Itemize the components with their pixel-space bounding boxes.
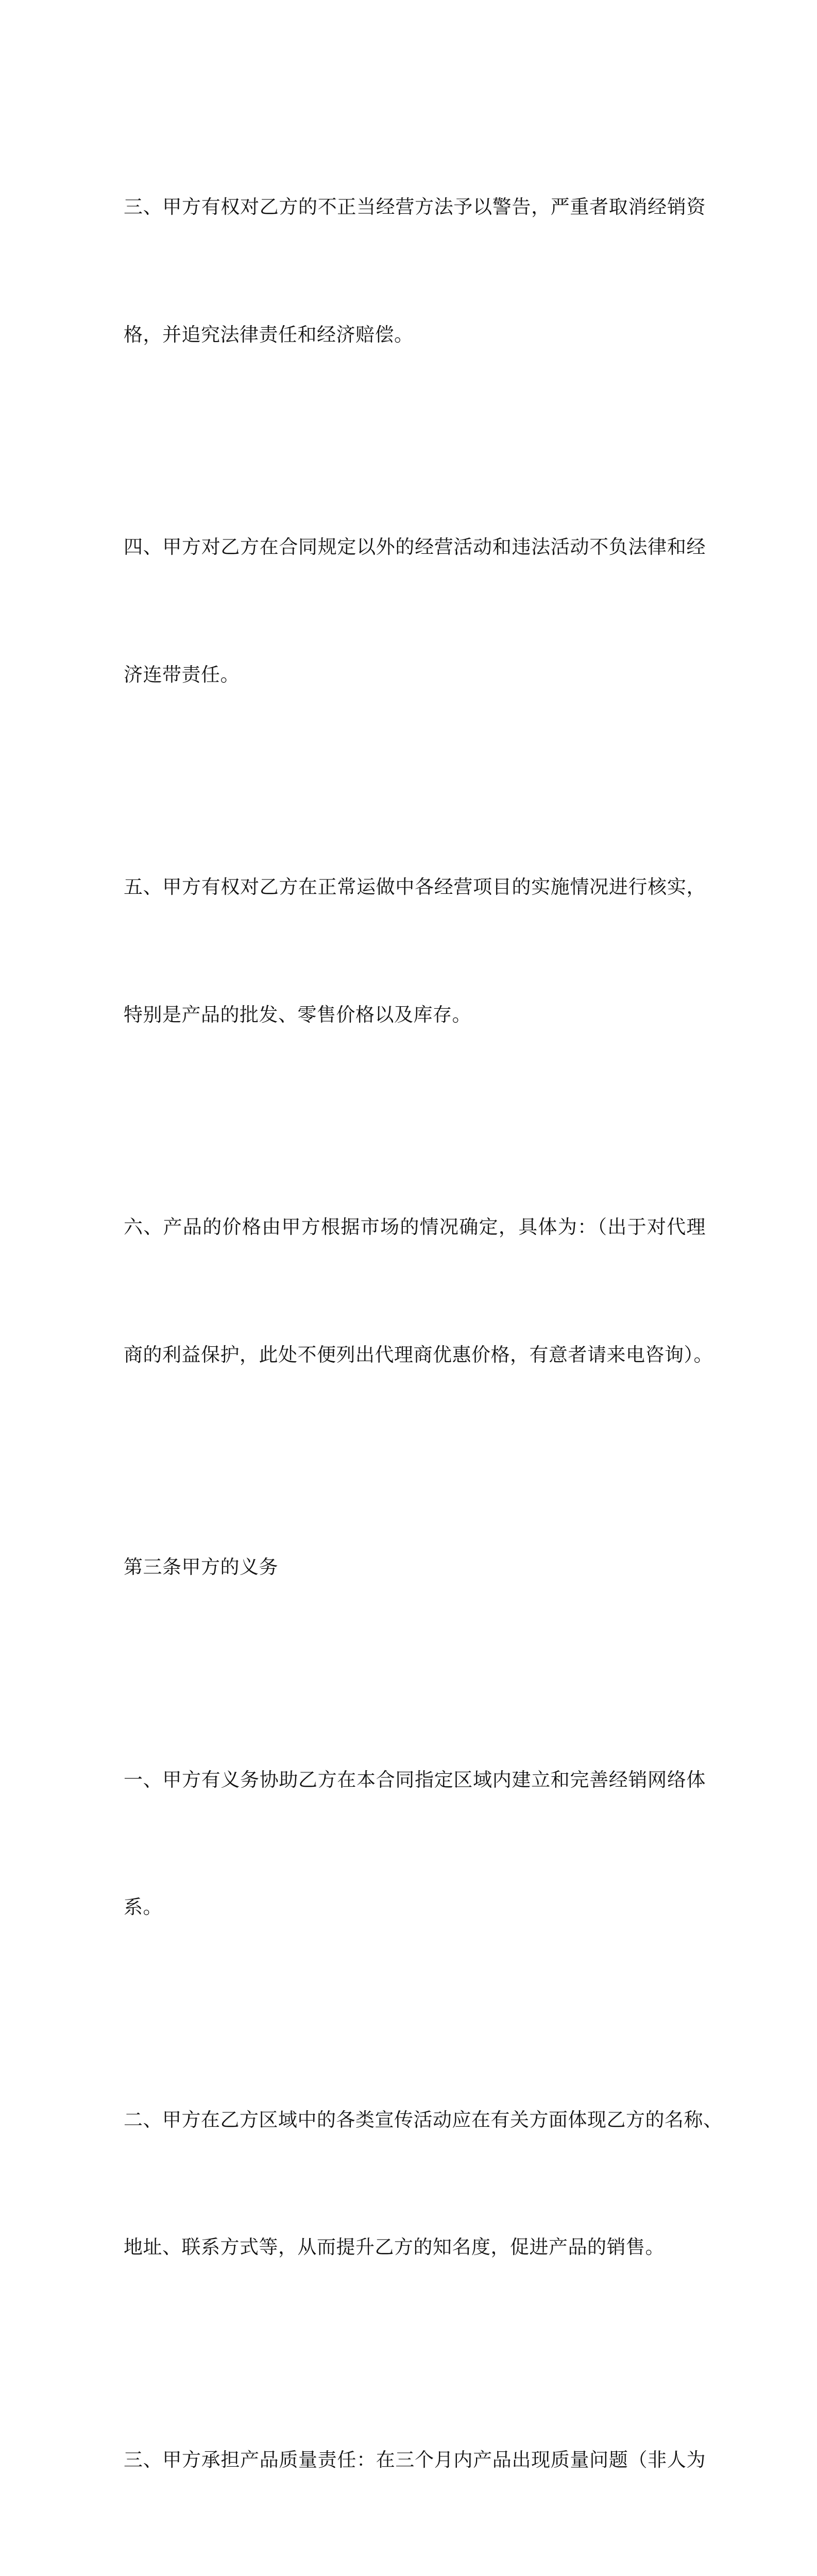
text-line	[124, 2566, 706, 2576]
text-line: 一、甲方有义务协助乙方在本合同指定区域内建立和完善经销网络体	[124, 1759, 706, 1802]
text-line: 二、甲方在乙方区域中的各类宣传活动应在有关方面体现乙方的名称、	[124, 2099, 706, 2142]
document-body	[124, 101, 706, 2576]
document-page	[0, 0, 817, 1156]
paragraph-obligation-3	[124, 2354, 706, 2576]
text-line: 地址、联系方式等，从而提升乙方的知名度，促进产品的销售。	[124, 2226, 706, 2269]
paragraph-obligation-1	[124, 1674, 706, 2014]
text-line: 特别是产品的批发、零售价格以及库存。	[124, 994, 706, 1037]
paragraph-clause-4	[124, 441, 706, 781]
text-line: 济连带责任。	[124, 654, 706, 697]
section-heading: 第三条甲方的义务	[124, 1546, 706, 1589]
paragraph-obligation-2	[124, 2014, 706, 2354]
text-line: 四、甲方对乙方在合同规定以外的经营活动和违法活动不负法律和经	[124, 526, 706, 569]
section-heading-article-3	[124, 1461, 706, 1674]
text-line: 商的利益保护，此处不便列出代理商优惠价格，有意者请来电咨询）。	[124, 1334, 706, 1377]
text-line: 六、产品的价格由甲方根据市场的情况确定，具体为：（出于对代理	[124, 1206, 706, 1249]
text-line: 五、甲方有权对乙方在正常运做中各经营项目的实施情况进行核实，	[124, 866, 706, 909]
text-line: 三、甲方有权对乙方的不正当经营方法予以警告，严重者取消经销资	[124, 186, 706, 229]
text-line: 格，并追究法律责任和经济赔偿。	[124, 314, 706, 357]
text-line: 三、甲方承担产品质量责任：在三个月内产品出现质量问题（非人为	[124, 2439, 706, 2482]
paragraph-clause-5	[124, 781, 706, 1121]
text-line: 系。	[124, 1886, 706, 1929]
paragraph-clause-6	[124, 1121, 706, 1461]
paragraph-clause-3	[124, 101, 706, 441]
